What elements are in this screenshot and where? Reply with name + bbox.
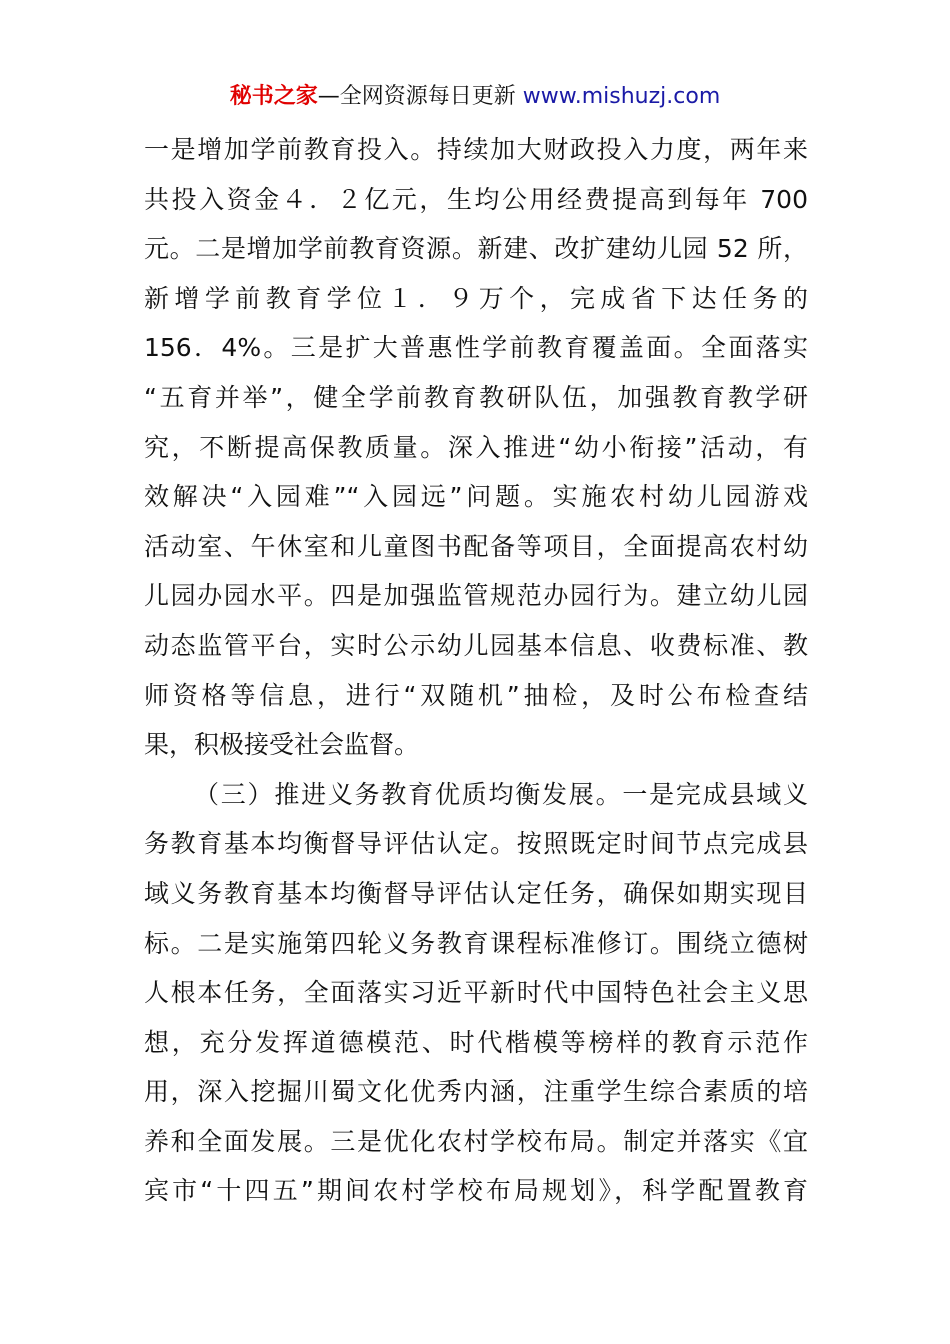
text-line: 究，不断提高保教质量。深入推进“幼小衔接”活动，有 (144, 432, 808, 462)
text-line: 域义务教育基本均衡督导评估认定任务，确保如期实现目 (144, 878, 808, 908)
text-line: 活动室、午休室和儿童图书配备等项目，全面提高农村幼 (144, 531, 808, 561)
text-line: 用，深入挖掘川蜀文化优秀内涵，注重学生综合素质的培 (144, 1077, 808, 1107)
text-line: 养和全面发展。三是优化农村学校布局。制定并落实《宜 (144, 1126, 808, 1156)
text-line: 师资格等信息，进行“双随机”抽检，及时公布检查结 (144, 680, 808, 710)
text-line: 动态监管平台，实时公示幼儿园基本信息、收费标准、教 (144, 630, 808, 660)
site-brand: 秘书之家 (229, 84, 318, 109)
text-line: 人根本任务，全面落实习近平新时代中国特色社会主义思 (144, 978, 808, 1008)
text-line: 想，充分发挥道德模范、时代楷模等榜样的教育示范作 (144, 1027, 808, 1057)
text-line: 元。二是增加学前教育资源。新建、改扩建幼儿园 52 所， (144, 234, 808, 264)
text-line: 果，积极接受社会监督。 (144, 730, 420, 760)
site-tagline: —全网资源每日更新 (317, 84, 523, 109)
text-line: 156．4%。三是扩大普惠性学前教育覆盖面。全面落实 (144, 333, 808, 363)
site-header (0, 82, 950, 112)
text-line: 新增学前教育学位１．９万个，完成省下达任务的 (144, 283, 808, 313)
document-body (144, 125, 808, 1216)
section-heading-line: （三）推进义务教育优质均衡发展。一是完成县域义 (194, 779, 808, 809)
text-line: 一是增加学前教育投入。持续加大财政投入力度，两年来 (144, 135, 808, 164)
text-line: “五育并举”，健全学前教育教研队伍，加强教育教学研 (144, 382, 808, 412)
text-line: 宾市“十四五”期间农村学校布局规划》，科学配置教育 (144, 1176, 808, 1206)
text-line: 共投入资金４．２亿元，生均公用经费提高到每年 700 (144, 184, 808, 214)
text-line: 效解决“入园难”“入园远”问题。实施农村幼儿园游戏 (144, 482, 808, 512)
text-line: 儿园办园水平。四是加强监管规范办园行为。建立幼儿园 (144, 581, 808, 611)
text-line: 务教育基本均衡督导评估认定。按照既定时间节点完成县 (144, 829, 808, 859)
text-line: 标。二是实施第四轮义务教育课程标准修订。围绕立德树 (144, 928, 808, 958)
site-url-link[interactable]: www.mishuzj.com (522, 84, 721, 109)
